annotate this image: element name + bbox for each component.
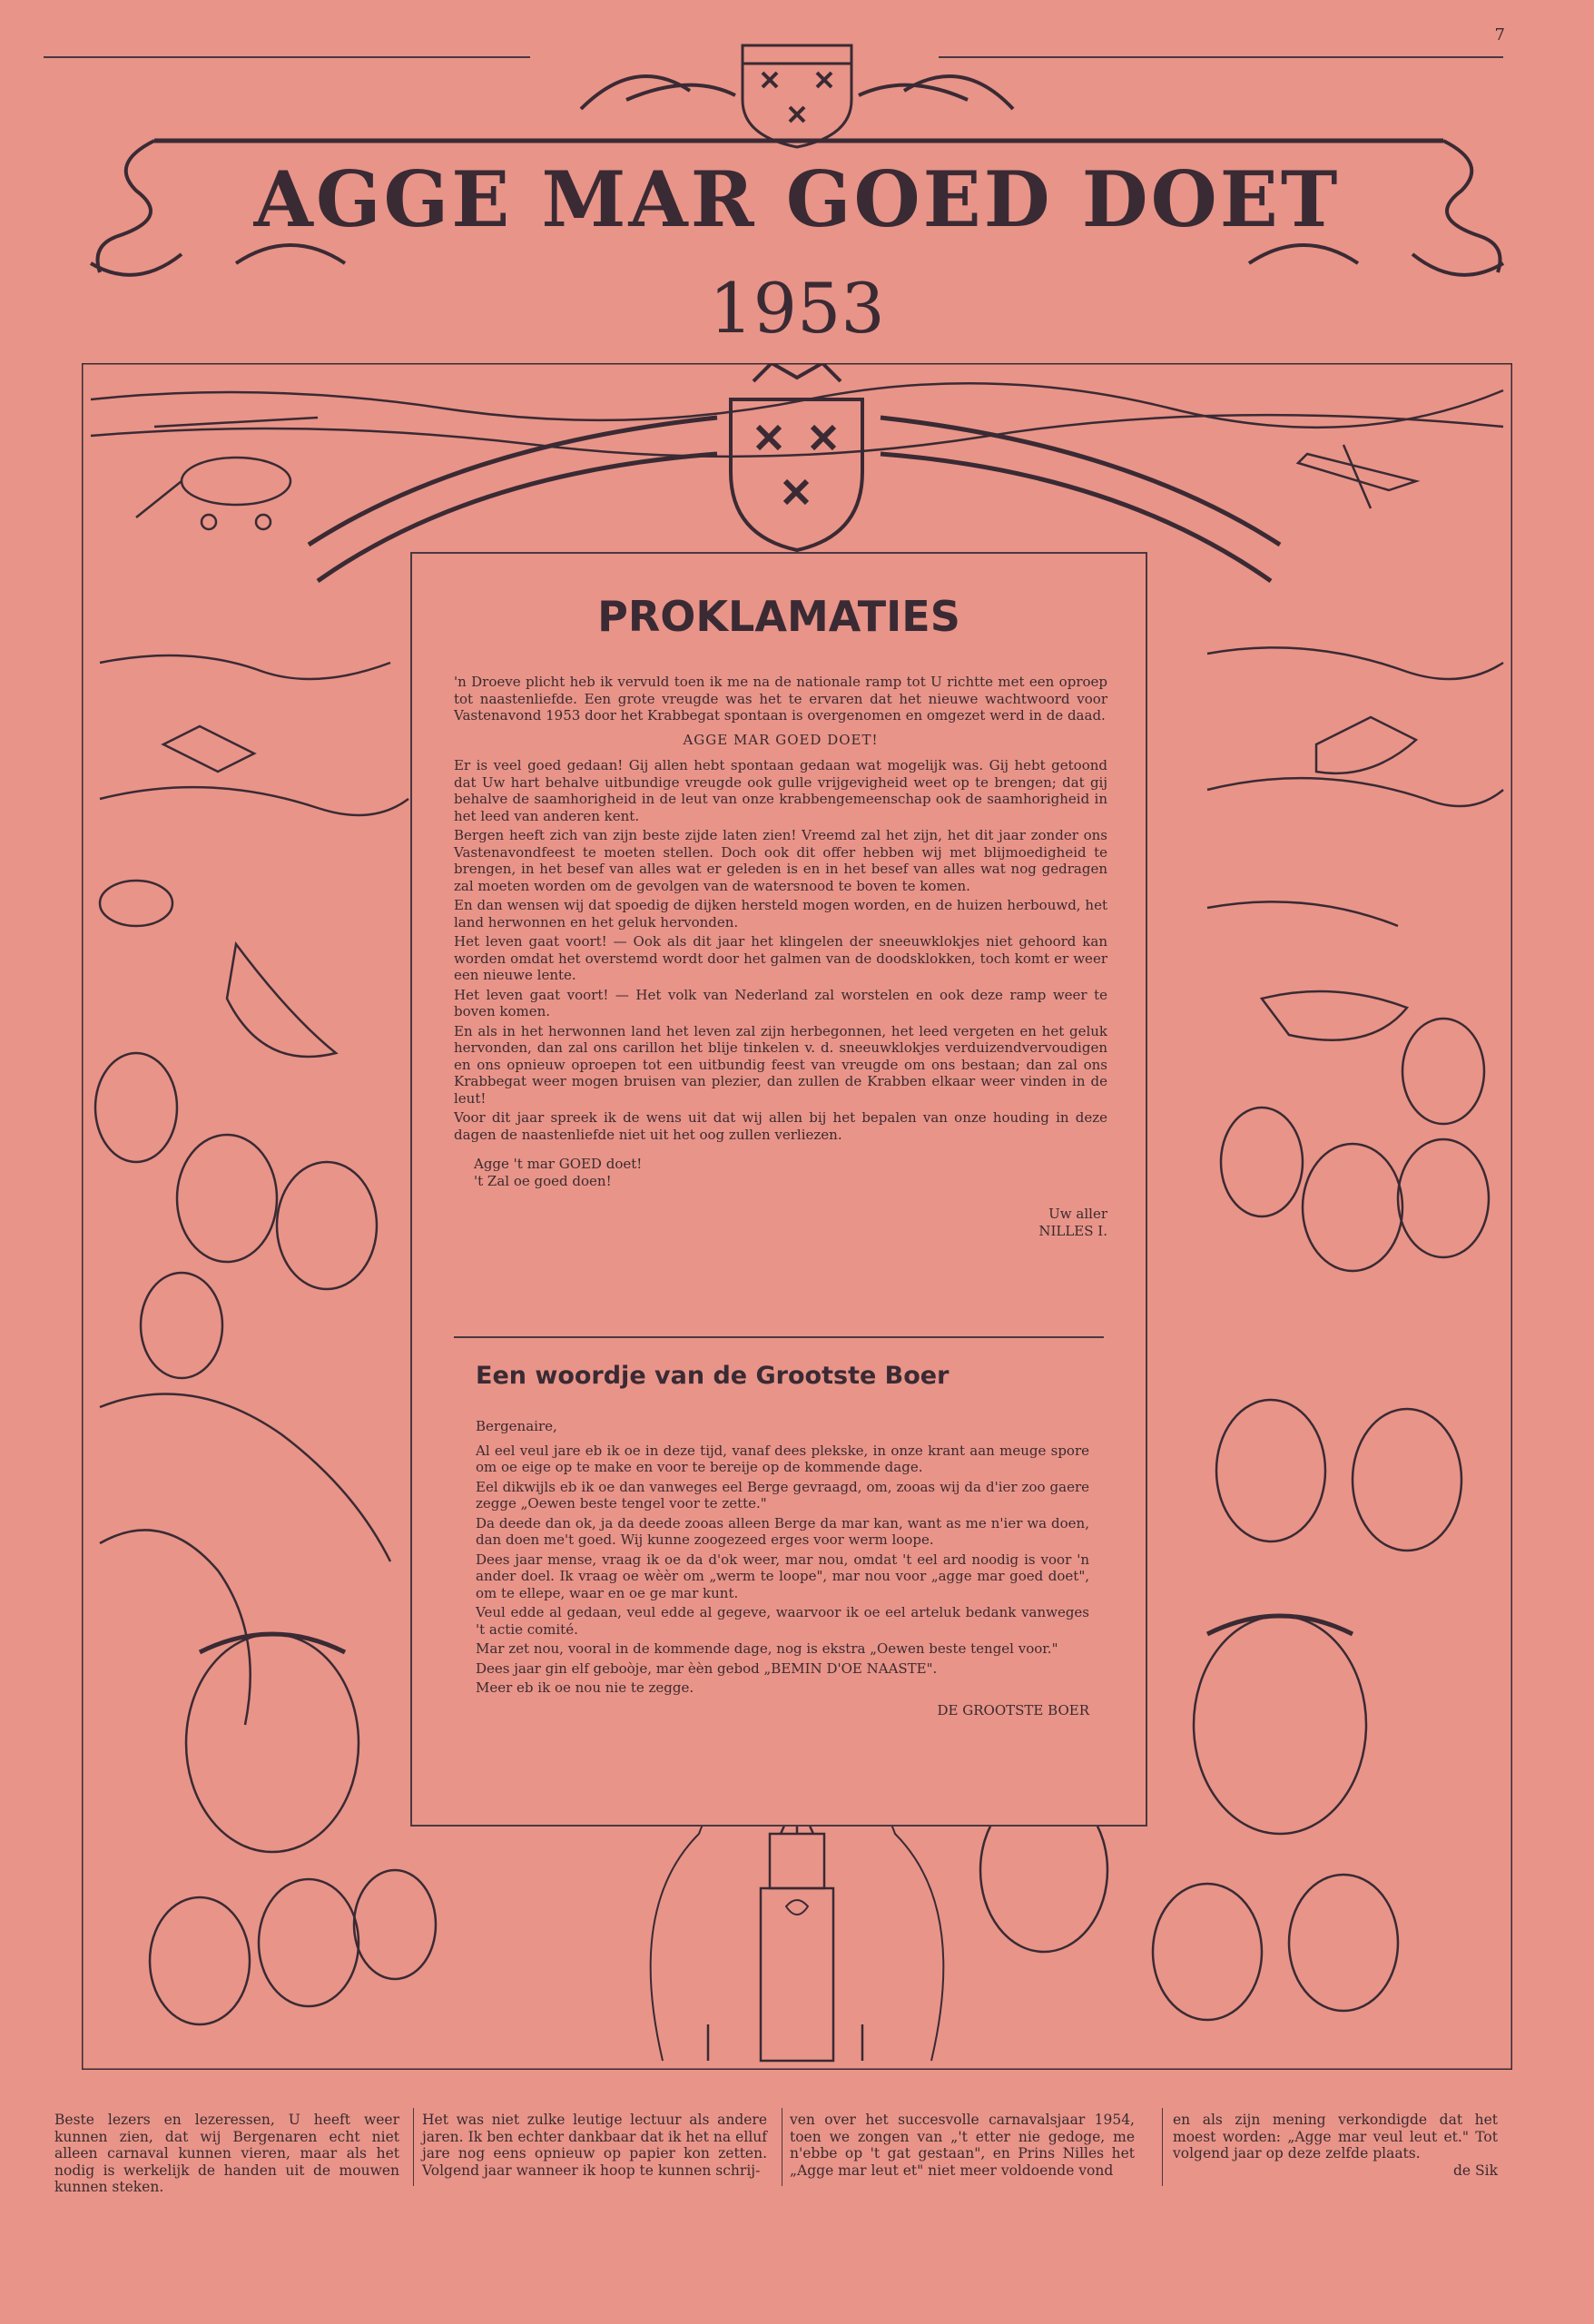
boer-paragraph: Mar zet nou, vooral in de kommende dage, nog is ekstra „Oewen beste tengel voor." bbox=[476, 1640, 1058, 1657]
rowing-boat-icon bbox=[227, 944, 336, 1057]
flooded-house-icon bbox=[163, 726, 254, 772]
proclamation-paragraph: Het leven gaat voort! — Ook als dit jaar het klingelen der sneeuwklokjes niet gehoord kan worden omdat het overstemd wordt door het galmen van de doodsklokken, toch komt er weer een nieuwe lente. bbox=[454, 933, 1107, 983]
proclamation-paragraph: Bergen heeft zich van zijn beste zijde laten zien! Vreemd zal het zijn, het dit jaar zonder ons Vastenavondfeest te moeten stellen. Doch ook dit offer hebben wij met blijmoedigheid te brengen, in het besef van alles wat er geleden is en in het besef van alles wat nog gedragen zal moeten worden om de gevolgen van de watersnood te boven te komen. bbox=[454, 827, 1107, 894]
boer-paragraph: Meer eb ik oe nou nie te zegge. bbox=[476, 1679, 694, 1696]
column-rule bbox=[413, 2108, 414, 2186]
proclamation-paragraph: Voor dit jaar spreek ik de wens uit dat wij allen bij het bepalen van onze houding in deze dagen de naastenliefde niet uit het oog zullen verliezen. bbox=[454, 1109, 1107, 1143]
footer-columns bbox=[54, 2112, 1498, 2211]
boer-greeting: Bergenaire, bbox=[476, 1418, 557, 1434]
footer-column-4 bbox=[1173, 2112, 1498, 2179]
crest-icon bbox=[743, 45, 851, 147]
footer-column-4-text: en als zijn mening verkondigde dat het moest worden: „Agge mar veul leut et." Tot volgend jaar op deze zelfde plaats. bbox=[1173, 2112, 1498, 2162]
masthead-year: 1953 bbox=[709, 268, 885, 349]
crowned-woman-right bbox=[1194, 1616, 1366, 1834]
boer-heading: Een woordje van de Grootste Boer bbox=[476, 1362, 950, 1390]
proclamation-panel bbox=[410, 552, 1147, 1827]
proclamation-paragraph: Het leven gaat voort! — Het volk van Nederland zal worstelen en ook deze ramp weer te boven komen. bbox=[454, 986, 1107, 1019]
cow-icon bbox=[100, 881, 172, 926]
crowned-woman-left bbox=[186, 1634, 359, 1852]
boer-paragraph: Al eel veul jare eb ik oe in deze tijd, vanaf dees plekske, in onze krant aan meuge spore om oe eige op te make en voor te bereije op de kommende dage. bbox=[476, 1442, 1089, 1475]
proclamation-intro: 'n Droeve plicht heb ik vervuld toen ik me na de nationale ramp tot U richtte met een oproep tot naastenliefde. Een grote vreugde was het te ervaren dat het nieuwe wachtwoord voor Vastenavond 1953 door het Krabbegat spontaan is overgenomen en omgezet werd in de daad. bbox=[454, 674, 1107, 724]
proclamation-text bbox=[454, 674, 1107, 1242]
rescue-boat-icon bbox=[1316, 717, 1416, 773]
footer-signature: de Sik bbox=[1453, 2162, 1498, 2179]
proclamation-heading: PROKLAMATIES bbox=[597, 592, 960, 641]
footer-column-3: ven over het succesvolle carnavalsjaar 1954, toen we zongen van „'t etter nie gedoge, me n'ebbe op 't gat gestaan", en Prins Nilles het „Agge mar leut et" niet meer voldoende vond bbox=[790, 2112, 1135, 2179]
proclamation-slogan: AGGE MAR GOED DOET! bbox=[683, 731, 879, 748]
footer-column-1: Beste lezers en lezeressen, U heeft weer kunnen zien, dat wij Bergenaren echt niet alleen carnaval kunnen vieren, maar als het nodig is werkelijk de handen uit de mouwen kunnen steken. bbox=[54, 2112, 399, 2195]
section-divider bbox=[454, 1336, 1104, 1338]
boer-paragraph: Dees jaar gin elf geboòje, mar èèn gebod „BEMIN D'OE NAASTE". bbox=[476, 1659, 938, 1677]
boer-paragraph: Veul edde al gedaan, veul edde al gegeve, waarvoor ik oe eel arteluk bedank vanweges 't actie comité. bbox=[476, 1604, 1089, 1638]
proclamation-motto-1: Agge 't mar GOED doet! bbox=[474, 1156, 643, 1172]
proclamation-signoff-2: NILLES I. bbox=[1038, 1222, 1107, 1239]
footer-column-2: Het was niet zulke leutige lectuur als andere jaren. Ik ben echter dankbaar dat ik het na elluf jare nog eens opnieuw op papier kon zetten. Volgend jaar wanneer ik hoop te kunnen schrij- bbox=[422, 2112, 767, 2179]
proclamation-paragraph: Er is veel goed gedaan! Gij allen hebt spontaan gedaan wat mogelijk was. Gij hebt getoond dat Uw hart behalve uitbundige vreugde ook gulle vrijgevigheid weet op te brengen; dat gij behalve de saamhorigheid in de leut van onze krabbengemeenschap ook de saamhorigheid in het leed van anderen kent. bbox=[454, 757, 1107, 824]
proclamation-paragraph: En als in het herwonnen land het leven zal zijn herbegonnen, het leed vergeten en het geluk hervonden, dan zal ons carillon het blije tinkelen v. d. sneeuwklokjes verduizendvervoudigen en ons opnieuw oproepen tot een uitbundig feest van vreugde om ons bestaan; dan zal ons Krabbegat weer mogen bruisen van plezier, dan zullen de Krabben elkaar weer vinden in de leut! bbox=[454, 1022, 1107, 1107]
airplane-icon bbox=[1298, 445, 1416, 508]
boer-paragraph: Da deede dan ok, ja da deede zooas alleen Berge da mar kan, want as me n'ier wa doen, dan doen me't goed. Wij kunne zoogezeed erges voor werm loope. bbox=[476, 1514, 1089, 1548]
masthead-title: AGGE MAR GOED DOET bbox=[253, 154, 1341, 244]
boer-paragraph: Dees jaar mense, vraag ik oe da d'ok weer, mar nou, omdat 't eel ard noodig is voor 'n ander doel. Ik vraag oe wèèr om „werm te loope", mar nou voor „agge mar goed doet", om te ellepe, waar en oe ge mar kunt. bbox=[476, 1551, 1089, 1601]
column-rule bbox=[1162, 2108, 1163, 2186]
page-number: 7 bbox=[1494, 25, 1505, 44]
proclamation-signoff-1: Uw aller bbox=[1048, 1206, 1107, 1222]
face-left-1 bbox=[95, 1053, 177, 1162]
boer-paragraph: Eel dikwijls eb ik oe dan vanweges eel Berge gevraagd, om, zooas wij da d'ier zoo gaere zegge „Oewen beste tengel voor te zette." bbox=[476, 1478, 1089, 1512]
rowing-boat-right-icon bbox=[1262, 991, 1407, 1040]
boer-signature: DE GROOTSTE BOER bbox=[937, 1701, 1089, 1718]
boer-text bbox=[476, 1418, 1089, 1721]
proclamation-paragraph: En dan wensen wij dat spoedig de dijken hersteld mogen worden, en de huizen herbouwd, het land herwonnen en het geluk hervonden. bbox=[454, 897, 1107, 931]
proclamation-motto-2: 't Zal oe goed doen! bbox=[474, 1172, 612, 1189]
helicopter-icon bbox=[136, 418, 318, 529]
